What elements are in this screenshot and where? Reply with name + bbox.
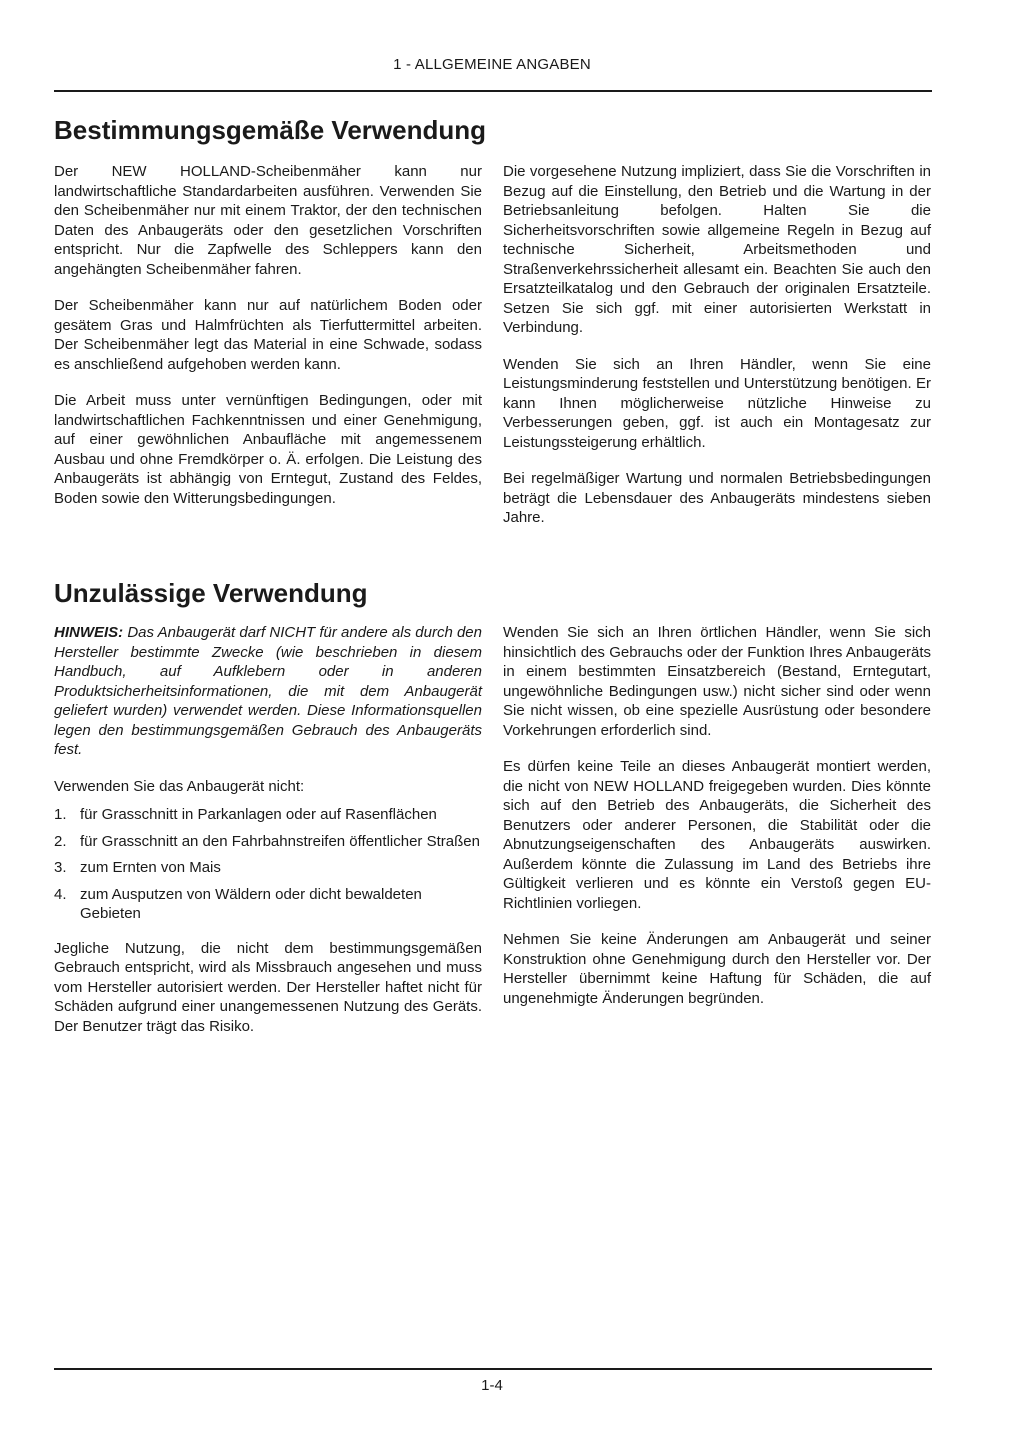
list-number: 1. bbox=[54, 806, 67, 823]
page-number: 1-4 bbox=[481, 1377, 503, 1394]
note-label: HINWEIS: bbox=[54, 624, 124, 641]
note-text: Das Anbaugerät darf NICHT für andere als durch den Hersteller bestimmte Zwecke (wie beschrieben in diesem Handbuch, auf Aufklebern oder in anderen Produktsicherheitsinformationen, die mit dem Anbaugerät geliefert wurden) verwendet werden. Diese Informationsquellen legen den bestimmungsgemäßen Gebrauch des Anbaugeräts fest. bbox=[54, 624, 482, 758]
list-intro: Verwenden Sie das Anbaugerät nicht: bbox=[54, 777, 305, 795]
prohibited-uses-list bbox=[54, 805, 482, 924]
footer-rule bbox=[54, 1368, 932, 1370]
list-text: zum Ernten von Mais bbox=[80, 859, 221, 876]
header-rule bbox=[54, 90, 932, 92]
paragraph: Jegliche Nutzung, die nicht dem bestimmungsgemäßen Gebrauch entspricht, wird als Missbrauch angesehen und muss vom Hersteller autorisiert werden. Der Hersteller haftet nicht für Schäden aufgrund einer unangemessenen Nutzung des Geräts. Der Benutzer trägt das Risiko. bbox=[54, 939, 482, 1035]
intended-use-right-column bbox=[503, 162, 931, 528]
paragraph: Nehmen Sie keine Änderungen am Anbaugerät und seiner Konstruktion ohne Genehmigung durch den Hersteller vor. Der Hersteller übernimmt keine Haftung für Schäden, die auf ungenehmigte Änderungen begründen. bbox=[503, 931, 931, 1007]
list-text: für Grasschnitt an den Fahrbahnstreifen öffentlicher Straßen bbox=[80, 832, 480, 850]
list-text: zum Ausputzen von Wäldern oder dicht bewaldeten Gebieten bbox=[80, 885, 422, 922]
paragraph: Wenden Sie sich an Ihren Händler, wenn Sie eine Leistungsminderung feststellen und Unterstützung benötigen. Er kann Ihnen möglicherweise nützliche Hinweise zu Verbesserungen geben, ggf. ist auch ein Montagesatz zur Leistungssteigerung erhältlich. bbox=[503, 355, 931, 451]
paragraph: Der Scheibenmäher kann nur auf natürlichem Boden oder gesätem Gras und Halmfrüchten als Tierfuttermittel arbeiten. Der Scheibenmäher legt das Material in eine Schwade, sodass es anschließend aufgehoben werden kann. bbox=[54, 297, 482, 373]
paragraph: Es dürfen keine Teile an dieses Anbaugerät montiert werden, die nicht von NEW HOLLAND freigegeben wurden. Dies könnte sich auf den Betrieb des Anbaugeräts, die Sicherheit des Benutzers oder anderer Personen, die Stabilität oder die Abnutzungseigenschaften des Anbaugeräts auswirken. Außerdem könnte die Zulassung im Land des Betriebs ihre Gültigkeit verlieren und es könnte ein Verstoß gegen EU-Richtlinien vorliegen. bbox=[503, 758, 931, 912]
list-number: 3. bbox=[54, 859, 67, 876]
list-number: 4. bbox=[54, 885, 67, 903]
list-item bbox=[54, 832, 482, 852]
list-number: 2. bbox=[54, 832, 67, 850]
paragraph: Der NEW HOLLAND-Scheibenmäher kann nur landwirtschaftliche Standardarbeiten ausführen. Verwenden Sie den Scheibenmäher nur mit einem Traktor, der den technischen Daten des Anbaugeräts oder den gesetzlichen Vorschriften entspricht. Nur die Zapfwelle des Schleppers kann den angehängten Scheibenmäher fahren. bbox=[54, 163, 482, 278]
list-text: für Grasschnitt in Parkanlagen oder auf Rasenflächen bbox=[80, 806, 437, 823]
paragraph: Bei regelmäßiger Wartung und normalen Betriebsbedingungen beträgt die Lebensdauer des Anbaugeräts mindestens sieben Jahre. bbox=[503, 470, 931, 526]
section-title-intended-use: Bestimmungsgemäße Verwendung bbox=[54, 115, 486, 145]
intended-use-left-column bbox=[54, 162, 482, 508]
improper-use-left-column bbox=[54, 623, 482, 1036]
chapter-header: 1 - ALLGEMEINE ANGABEN bbox=[393, 56, 591, 73]
note-paragraph bbox=[54, 623, 482, 760]
paragraph: Die vorgesehene Nutzung impliziert, dass Sie die Vorschriften in Bezug auf die Einstellung, den Betrieb und die Wartung in der Betriebsanleitung befolgen. Halten Sie die Sicherheitsvorschriften sowie allgemeine Regeln in Bezug auf technische Sicherheit, Arbeitsmethoden und Straßenverkehrssicherheit allesamt ein. Beachten Sie auch den Ersatzteilkatalog und den Gebrauch der originalen Ersatzteile. Setzen Sie sich ggf. mit einer autorisierten Werkstatt in Verbindung. bbox=[503, 163, 931, 336]
list-item bbox=[54, 885, 482, 924]
improper-use-right-column bbox=[503, 623, 931, 1008]
list-item bbox=[54, 858, 482, 878]
paragraph: Wenden Sie sich an Ihren örtlichen Händler, wenn Sie sich hinsichtlich des Gebrauchs oder der Funktion Ihres Anbaugeräts in einem bestimmten Einsatzbereich (Bestand, Erntegutart, ungewöhnliche Bedingungen usw.) nicht sicher sind oder wenn Sie nicht wissen, ob eine spezielle Ausrüstung oder besondere Vorkehrungen erforderlich sind. bbox=[503, 624, 931, 739]
list-item bbox=[54, 805, 482, 825]
paragraph: Die Arbeit muss unter vernünftigen Bedingungen, oder mit landwirtschaftlichen Fachkenntnissen und einer Genehmigung, auf einer gewöhnlichen Anbaufläche mit angemessenem Ausbau und ohne Fremdkörper o. Ä. erfolgen. Die Leistung des Anbaugeräts ist abhängig von Erntegut, Zustand des Feldes, Boden sowie den Witterungsbedingungen. bbox=[54, 392, 482, 507]
section-title-improper-use: Unzulässige Verwendung bbox=[54, 578, 368, 608]
